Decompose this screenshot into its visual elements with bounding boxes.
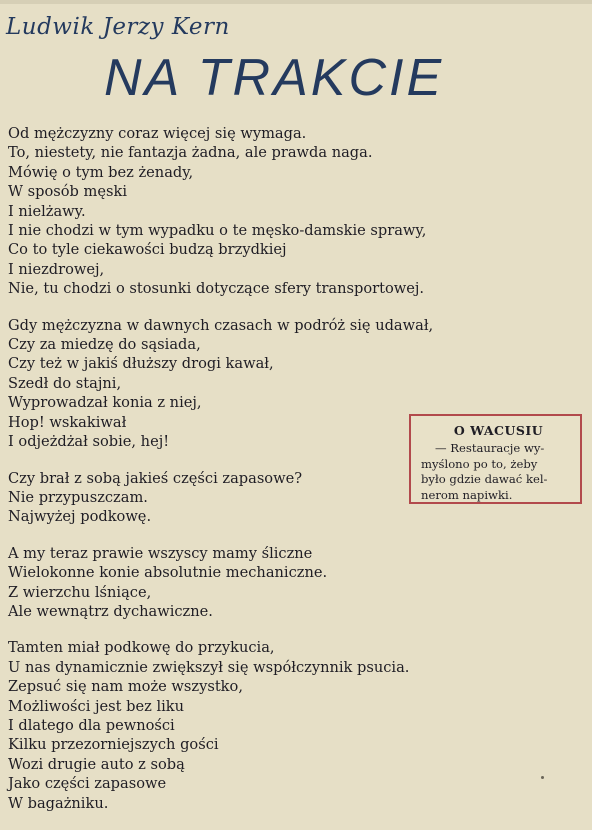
stanza <box>8 124 488 299</box>
poem-line: Ale wewnątrz dychawiczne. <box>8 602 213 620</box>
poem-line: Możliwości jest bez liku <box>8 697 185 715</box>
poem-line: Z wierzchu lśniące, <box>8 583 152 601</box>
poem-line: I nie chodzi w tym wypadku o te męsko-damskie sprawy, <box>8 222 427 240</box>
sidebar-line: myślono po to, żeby <box>421 456 538 471</box>
sidebar-title: O WACUSIU <box>453 423 544 438</box>
poem-line: Nie, tu chodzi o stosunki dotyczące sfery transportowej. <box>8 280 425 298</box>
sidebar-line: — Restauracje wy- <box>435 441 545 455</box>
poem-line: Tamten miał podkowę do przykucia, <box>8 639 275 657</box>
poem-line: Hop! wskakiwał <box>8 413 127 431</box>
poem-line: Kilku przezorniejszych gości <box>8 736 219 754</box>
author-name: Ludwik Jerzy Kern <box>6 14 230 40</box>
stanza <box>8 638 488 813</box>
poem-line: I odjeżdżał sobie, hej! <box>8 433 170 451</box>
poem-line: Czy za miedzę do sąsiada, <box>8 336 201 354</box>
poem-line: W bagażniku. <box>8 794 109 812</box>
poem-line: Mówię o tym bez żenady, <box>8 163 194 181</box>
poem-line: Zepsuć się nam może wszystko, <box>8 678 243 696</box>
poem-line: A my teraz prawie wszyscy mamy śliczne <box>8 544 313 562</box>
poem-line: U nas dynamicznie zwiększył się współczynnik psucia. <box>8 658 410 676</box>
poem-line: Od mężczyzny coraz więcej się wymaga. <box>8 125 307 142</box>
poem-title: NA TRAKCIE <box>104 49 445 107</box>
poem-line: Szedł do stajni, <box>8 374 122 392</box>
poem-line: Czy brał z sobą jakieś części zapasowe? <box>8 469 303 487</box>
page-top-edge <box>0 0 592 4</box>
sidebar-line: nerom napiwki. <box>421 487 513 502</box>
poem-line: I nielżawy. <box>8 202 86 220</box>
sidebar-line: było gdzie dawać kel- <box>421 472 548 486</box>
poem-line: Co to tyle ciekawości budzą brzydkiej <box>8 241 287 259</box>
poem-line: I niezdrowej, <box>8 260 105 278</box>
poem-line: To, niestety, nie fantazja żadna, ale prawda naga. <box>8 144 373 162</box>
poem-line: Najwyżej podkowę. <box>8 508 152 526</box>
sidebar-box <box>409 414 582 504</box>
poem-line: Wozi drugie auto z sobą <box>8 755 185 773</box>
poem-line: I dlatego dla pewności <box>8 716 175 734</box>
poem-line: Czy też w jakiś dłuższy drogi kawał, <box>8 355 274 373</box>
poem-line: Wyprowadzał konia z niej, <box>8 394 202 412</box>
stanza <box>8 544 488 622</box>
poem-line: Gdy mężczyzna w dawnych czasach w podróż się udawał, <box>8 316 434 334</box>
poem-line: W sposób męski <box>8 183 127 201</box>
poem-line: Jako części zapasowe <box>8 775 167 793</box>
print-speck <box>541 776 544 779</box>
poem-line: Nie przypuszczam. <box>8 488 148 506</box>
poem-line: Wielokonne konie absolutnie mechaniczne. <box>8 564 328 582</box>
